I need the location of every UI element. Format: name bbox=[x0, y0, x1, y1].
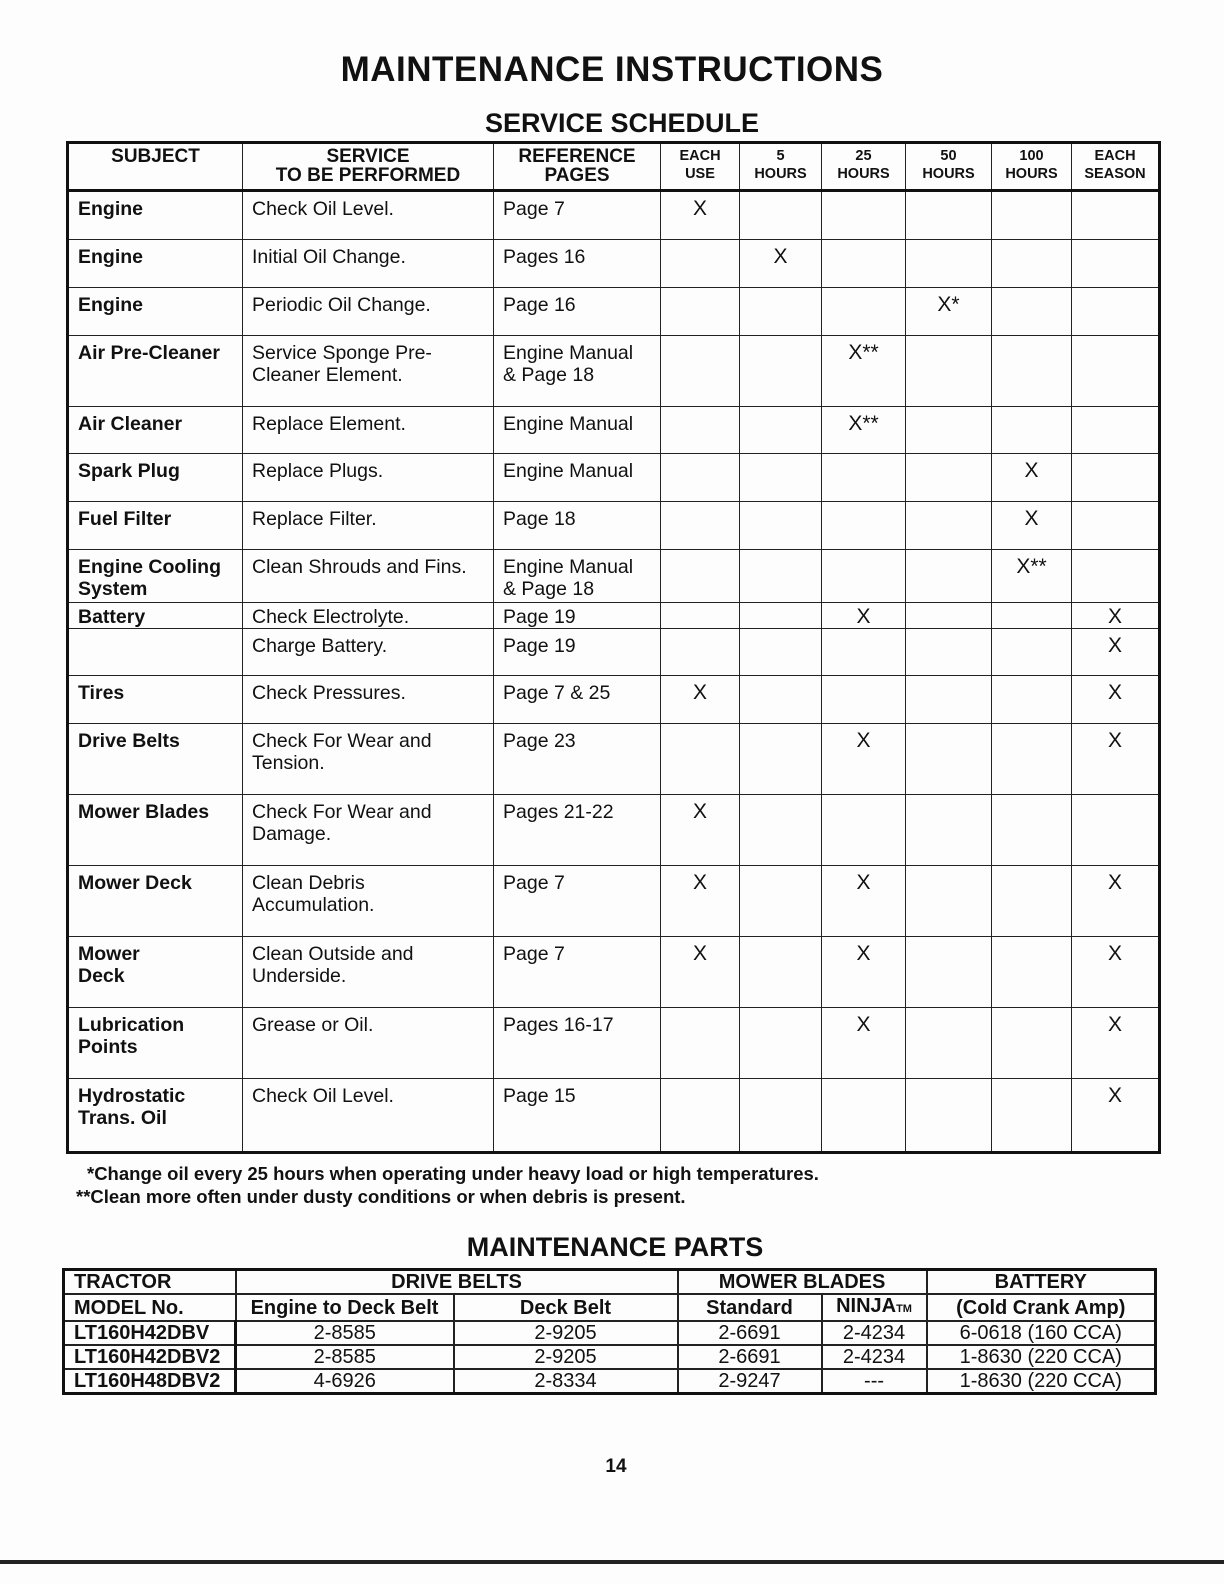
cell-each-season: X bbox=[1072, 1079, 1160, 1153]
cell-5-hours bbox=[740, 795, 822, 866]
cell-100-hours bbox=[992, 795, 1072, 866]
header-ninja: NINJATM bbox=[822, 1294, 927, 1321]
cell-5-hours bbox=[740, 937, 822, 1008]
cell-standard-blade: 2-6691 bbox=[678, 1345, 822, 1369]
cell-25-hours: X bbox=[822, 603, 906, 629]
cell-each-use: X bbox=[661, 937, 740, 1008]
cell-100-hours bbox=[992, 191, 1072, 240]
header-5-hours: 5 HOURS bbox=[740, 143, 822, 191]
page-title: MAINTENANCE INSTRUCTIONS bbox=[340, 50, 884, 89]
header-reference: REFERENCE PAGES bbox=[494, 143, 661, 191]
cell-reference: Page 7 bbox=[494, 937, 661, 1008]
cell-standard-blade: 2-9247 bbox=[678, 1369, 822, 1394]
cell-each-season: X bbox=[1072, 866, 1160, 937]
cell-subject: Engine bbox=[68, 240, 243, 288]
cell-100-hours bbox=[992, 724, 1072, 795]
cell-100-hours: X bbox=[992, 454, 1072, 502]
cell-reference: Page 15 bbox=[494, 1079, 661, 1153]
cell-service: Check Oil Level. bbox=[243, 191, 494, 240]
cell-reference: Page 19 bbox=[494, 629, 661, 676]
cell-each-season bbox=[1072, 550, 1160, 603]
cell-each-use bbox=[661, 629, 740, 676]
cell-each-use bbox=[661, 502, 740, 550]
cell-each-season bbox=[1072, 240, 1160, 288]
schedule-row bbox=[68, 1008, 1160, 1079]
cell-5-hours bbox=[740, 288, 822, 336]
cell-reference: Page 18 bbox=[494, 502, 661, 550]
header-cold-crank-amp: (Cold Crank Amp) bbox=[927, 1294, 1156, 1321]
cell-25-hours: X bbox=[822, 937, 906, 1008]
cell-5-hours bbox=[740, 336, 822, 407]
schedule-row bbox=[68, 502, 1160, 550]
cell-50-hours bbox=[906, 336, 992, 407]
cell-100-hours bbox=[992, 288, 1072, 336]
cell-25-hours: X bbox=[822, 1008, 906, 1079]
cell-ninja-blade: 2-4234 bbox=[822, 1321, 927, 1345]
cell-each-use bbox=[661, 240, 740, 288]
cell-50-hours bbox=[906, 937, 992, 1008]
cell-subject: Tires bbox=[68, 676, 243, 724]
cell-50-hours bbox=[906, 795, 992, 866]
cell-engine-to-deck-belt: 4-6926 bbox=[236, 1369, 454, 1394]
cell-50-hours bbox=[906, 1008, 992, 1079]
schedule-row bbox=[68, 676, 1160, 724]
cell-service: Clean Shrouds and Fins. bbox=[243, 550, 494, 603]
cell-service: Initial Oil Change. bbox=[243, 240, 494, 288]
cell-5-hours bbox=[740, 502, 822, 550]
cell-5-hours bbox=[740, 550, 822, 603]
cell-each-season bbox=[1072, 191, 1160, 240]
cell-reference: Pages 16 bbox=[494, 240, 661, 288]
cell-25-hours bbox=[822, 454, 906, 502]
cell-service: Replace Element. bbox=[243, 407, 494, 454]
cell-50-hours bbox=[906, 454, 992, 502]
cell-25-hours bbox=[822, 191, 906, 240]
cell-25-hours bbox=[822, 629, 906, 676]
cell-service: Check For Wear and Tension. bbox=[243, 724, 494, 795]
cell-50-hours bbox=[906, 550, 992, 603]
cell-service: Service Sponge Pre- Cleaner Element. bbox=[243, 336, 494, 407]
cell-deck-belt: 2-8334 bbox=[454, 1369, 678, 1394]
cell-5-hours bbox=[740, 1079, 822, 1153]
cell-subject: Fuel Filter bbox=[68, 502, 243, 550]
cell-100-hours bbox=[992, 629, 1072, 676]
footnote-oil-change: *Change oil every 25 hours when operating under heavy load or high temperatures. bbox=[87, 1163, 819, 1184]
page-number: 14 bbox=[605, 1456, 627, 1477]
cell-each-use bbox=[661, 336, 740, 407]
cell-model: LT160H42DBV2 bbox=[64, 1345, 236, 1369]
header-tractor: TRACTOR bbox=[64, 1270, 236, 1295]
cell-each-use bbox=[661, 454, 740, 502]
cell-each-use bbox=[661, 407, 740, 454]
cell-50-hours bbox=[906, 407, 992, 454]
cell-battery: 6-0618 (160 CCA) bbox=[927, 1321, 1156, 1345]
cell-100-hours bbox=[992, 1079, 1072, 1153]
cell-5-hours bbox=[740, 629, 822, 676]
parts-row bbox=[64, 1369, 1156, 1394]
cell-reference: Page 7 bbox=[494, 866, 661, 937]
parts-header-row-2 bbox=[64, 1294, 1156, 1321]
cell-each-season: X bbox=[1072, 937, 1160, 1008]
cell-5-hours bbox=[740, 1008, 822, 1079]
cell-each-season: X bbox=[1072, 1008, 1160, 1079]
cell-subject: Air Pre-Cleaner bbox=[68, 336, 243, 407]
cell-100-hours bbox=[992, 866, 1072, 937]
cell-subject bbox=[68, 629, 243, 676]
cell-reference: Page 19 bbox=[494, 603, 661, 629]
footnote-dusty-conditions: **Clean more often under dusty conditions or when debris is present. bbox=[76, 1186, 686, 1207]
cell-subject: Battery bbox=[68, 603, 243, 629]
cell-50-hours bbox=[906, 502, 992, 550]
cell-service: Charge Battery. bbox=[243, 629, 494, 676]
header-deck-belt: Deck Belt bbox=[454, 1294, 678, 1321]
cell-reference: Engine Manual bbox=[494, 454, 661, 502]
header-mower-blades: MOWER BLADES bbox=[678, 1270, 927, 1295]
cell-subject: Mower Blades bbox=[68, 795, 243, 866]
cell-each-use bbox=[661, 1079, 740, 1153]
cell-each-use bbox=[661, 1008, 740, 1079]
cell-100-hours bbox=[992, 937, 1072, 1008]
cell-5-hours bbox=[740, 603, 822, 629]
cell-50-hours: X* bbox=[906, 288, 992, 336]
cell-50-hours bbox=[906, 603, 992, 629]
header-engine-to-deck-belt: Engine to Deck Belt bbox=[236, 1294, 454, 1321]
cell-service: Clean Outside and Underside. bbox=[243, 937, 494, 1008]
cell-100-hours bbox=[992, 336, 1072, 407]
cell-100-hours: X bbox=[992, 502, 1072, 550]
cell-service: Periodic Oil Change. bbox=[243, 288, 494, 336]
cell-each-use: X bbox=[661, 676, 740, 724]
cell-subject: Engine bbox=[68, 288, 243, 336]
maintenance-parts-table bbox=[62, 1268, 1157, 1395]
scan-edge-rule bbox=[0, 1560, 1224, 1564]
schedule-row bbox=[68, 795, 1160, 866]
cell-5-hours bbox=[740, 724, 822, 795]
cell-reference: Engine Manual & Page 18 bbox=[494, 336, 661, 407]
cell-deck-belt: 2-9205 bbox=[454, 1321, 678, 1345]
cell-engine-to-deck-belt: 2-8585 bbox=[236, 1345, 454, 1369]
header-battery: BATTERY bbox=[927, 1270, 1156, 1295]
cell-engine-to-deck-belt: 2-8585 bbox=[236, 1321, 454, 1345]
cell-each-use bbox=[661, 724, 740, 795]
cell-service: Check Pressures. bbox=[243, 676, 494, 724]
schedule-row bbox=[68, 191, 1160, 240]
cell-50-hours bbox=[906, 629, 992, 676]
maintenance-parts-title: MAINTENANCE PARTS bbox=[466, 1232, 764, 1262]
cell-5-hours bbox=[740, 676, 822, 724]
cell-subject: Hydrostatic Trans. Oil bbox=[68, 1079, 243, 1153]
cell-25-hours bbox=[822, 240, 906, 288]
cell-subject: Lubrication Points bbox=[68, 1008, 243, 1079]
header-each-season: EACH SEASON bbox=[1072, 143, 1160, 191]
cell-50-hours bbox=[906, 240, 992, 288]
cell-service: Check Oil Level. bbox=[243, 1079, 494, 1153]
header-model-no: MODEL No. bbox=[64, 1294, 236, 1321]
schedule-header-row bbox=[68, 143, 1160, 191]
schedule-row bbox=[68, 454, 1160, 502]
cell-each-season bbox=[1072, 795, 1160, 866]
cell-service: Check Electrolyte. bbox=[243, 603, 494, 629]
cell-each-use: X bbox=[661, 866, 740, 937]
header-100-hours: 100 HOURS bbox=[992, 143, 1072, 191]
schedule-row bbox=[68, 603, 1160, 629]
cell-reference: Page 16 bbox=[494, 288, 661, 336]
cell-50-hours bbox=[906, 1079, 992, 1153]
schedule-row bbox=[68, 550, 1160, 603]
cell-100-hours bbox=[992, 240, 1072, 288]
cell-reference: Pages 21-22 bbox=[494, 795, 661, 866]
header-drive-belts: DRIVE BELTS bbox=[236, 1270, 678, 1295]
cell-battery: 1-8630 (220 CCA) bbox=[927, 1369, 1156, 1394]
cell-50-hours bbox=[906, 676, 992, 724]
schedule-row bbox=[68, 724, 1160, 795]
footnotes bbox=[76, 1162, 819, 1208]
cell-reference: Page 7 bbox=[494, 191, 661, 240]
cell-each-use bbox=[661, 603, 740, 629]
cell-5-hours: X bbox=[740, 240, 822, 288]
cell-each-season bbox=[1072, 454, 1160, 502]
parts-row bbox=[64, 1345, 1156, 1369]
cell-reference: Page 23 bbox=[494, 724, 661, 795]
cell-model: LT160H42DBV bbox=[64, 1321, 236, 1345]
cell-service: Replace Plugs. bbox=[243, 454, 494, 502]
cell-25-hours: X bbox=[822, 866, 906, 937]
cell-100-hours bbox=[992, 603, 1072, 629]
cell-50-hours bbox=[906, 724, 992, 795]
cell-battery: 1-8630 (220 CCA) bbox=[927, 1345, 1156, 1369]
schedule-row bbox=[68, 288, 1160, 336]
cell-subject: Engine Cooling System bbox=[68, 550, 243, 603]
cell-100-hours bbox=[992, 1008, 1072, 1079]
cell-service: Clean Debris Accumulation. bbox=[243, 866, 494, 937]
cell-reference: Engine Manual & Page 18 bbox=[494, 550, 661, 603]
cell-standard-blade: 2-6691 bbox=[678, 1321, 822, 1345]
header-subject: SUBJECT bbox=[68, 143, 243, 191]
cell-subject: Air Cleaner bbox=[68, 407, 243, 454]
header-standard: Standard bbox=[678, 1294, 822, 1321]
cell-5-hours bbox=[740, 407, 822, 454]
cell-ninja-blade: --- bbox=[822, 1369, 927, 1394]
cell-reference: Page 7 & 25 bbox=[494, 676, 661, 724]
cell-reference: Engine Manual bbox=[494, 407, 661, 454]
cell-25-hours bbox=[822, 502, 906, 550]
cell-25-hours: X bbox=[822, 724, 906, 795]
cell-each-season: X bbox=[1072, 603, 1160, 629]
cell-25-hours: X** bbox=[822, 407, 906, 454]
header-25-hours: 25 HOURS bbox=[822, 143, 906, 191]
cell-25-hours bbox=[822, 795, 906, 866]
cell-5-hours bbox=[740, 191, 822, 240]
cell-each-season: X bbox=[1072, 629, 1160, 676]
cell-each-use bbox=[661, 550, 740, 603]
cell-each-use: X bbox=[661, 191, 740, 240]
header-service: SERVICE TO BE PERFORMED bbox=[243, 143, 494, 191]
schedule-row bbox=[68, 407, 1160, 454]
cell-each-season bbox=[1072, 288, 1160, 336]
cell-each-season bbox=[1072, 407, 1160, 454]
header-each-use: EACH USE bbox=[661, 143, 740, 191]
schedule-row bbox=[68, 240, 1160, 288]
cell-each-use: X bbox=[661, 795, 740, 866]
cell-each-use bbox=[661, 288, 740, 336]
cell-25-hours: X** bbox=[822, 336, 906, 407]
cell-ninja-blade: 2-4234 bbox=[822, 1345, 927, 1369]
service-schedule-title: SERVICE SCHEDULE bbox=[484, 108, 760, 138]
cell-each-season bbox=[1072, 502, 1160, 550]
cell-deck-belt: 2-9205 bbox=[454, 1345, 678, 1369]
parts-row bbox=[64, 1321, 1156, 1345]
cell-100-hours bbox=[992, 676, 1072, 724]
cell-25-hours bbox=[822, 288, 906, 336]
schedule-row bbox=[68, 937, 1160, 1008]
cell-subject: Drive Belts bbox=[68, 724, 243, 795]
cell-service: Check For Wear and Damage. bbox=[243, 795, 494, 866]
cell-100-hours: X** bbox=[992, 550, 1072, 603]
cell-subject: Spark Plug bbox=[68, 454, 243, 502]
cell-model: LT160H48DBV2 bbox=[64, 1369, 236, 1394]
schedule-row bbox=[68, 866, 1160, 937]
parts-header-row-1 bbox=[64, 1270, 1156, 1295]
cell-subject: Mower Deck bbox=[68, 866, 243, 937]
cell-reference: Pages 16-17 bbox=[494, 1008, 661, 1079]
schedule-row bbox=[68, 1079, 1160, 1153]
cell-25-hours bbox=[822, 1079, 906, 1153]
cell-each-season: X bbox=[1072, 676, 1160, 724]
cell-each-season bbox=[1072, 336, 1160, 407]
cell-25-hours bbox=[822, 676, 906, 724]
schedule-row bbox=[68, 629, 1160, 676]
cell-service: Grease or Oil. bbox=[243, 1008, 494, 1079]
header-50-hours: 50 HOURS bbox=[906, 143, 992, 191]
cell-subject: Engine bbox=[68, 191, 243, 240]
cell-subject: Mower Deck bbox=[68, 937, 243, 1008]
cell-25-hours bbox=[822, 550, 906, 603]
cell-5-hours bbox=[740, 454, 822, 502]
cell-50-hours bbox=[906, 866, 992, 937]
cell-5-hours bbox=[740, 866, 822, 937]
service-schedule-table bbox=[66, 141, 1161, 1154]
cell-service: Replace Filter. bbox=[243, 502, 494, 550]
cell-50-hours bbox=[906, 191, 992, 240]
cell-each-season: X bbox=[1072, 724, 1160, 795]
schedule-row bbox=[68, 336, 1160, 407]
cell-100-hours bbox=[992, 407, 1072, 454]
